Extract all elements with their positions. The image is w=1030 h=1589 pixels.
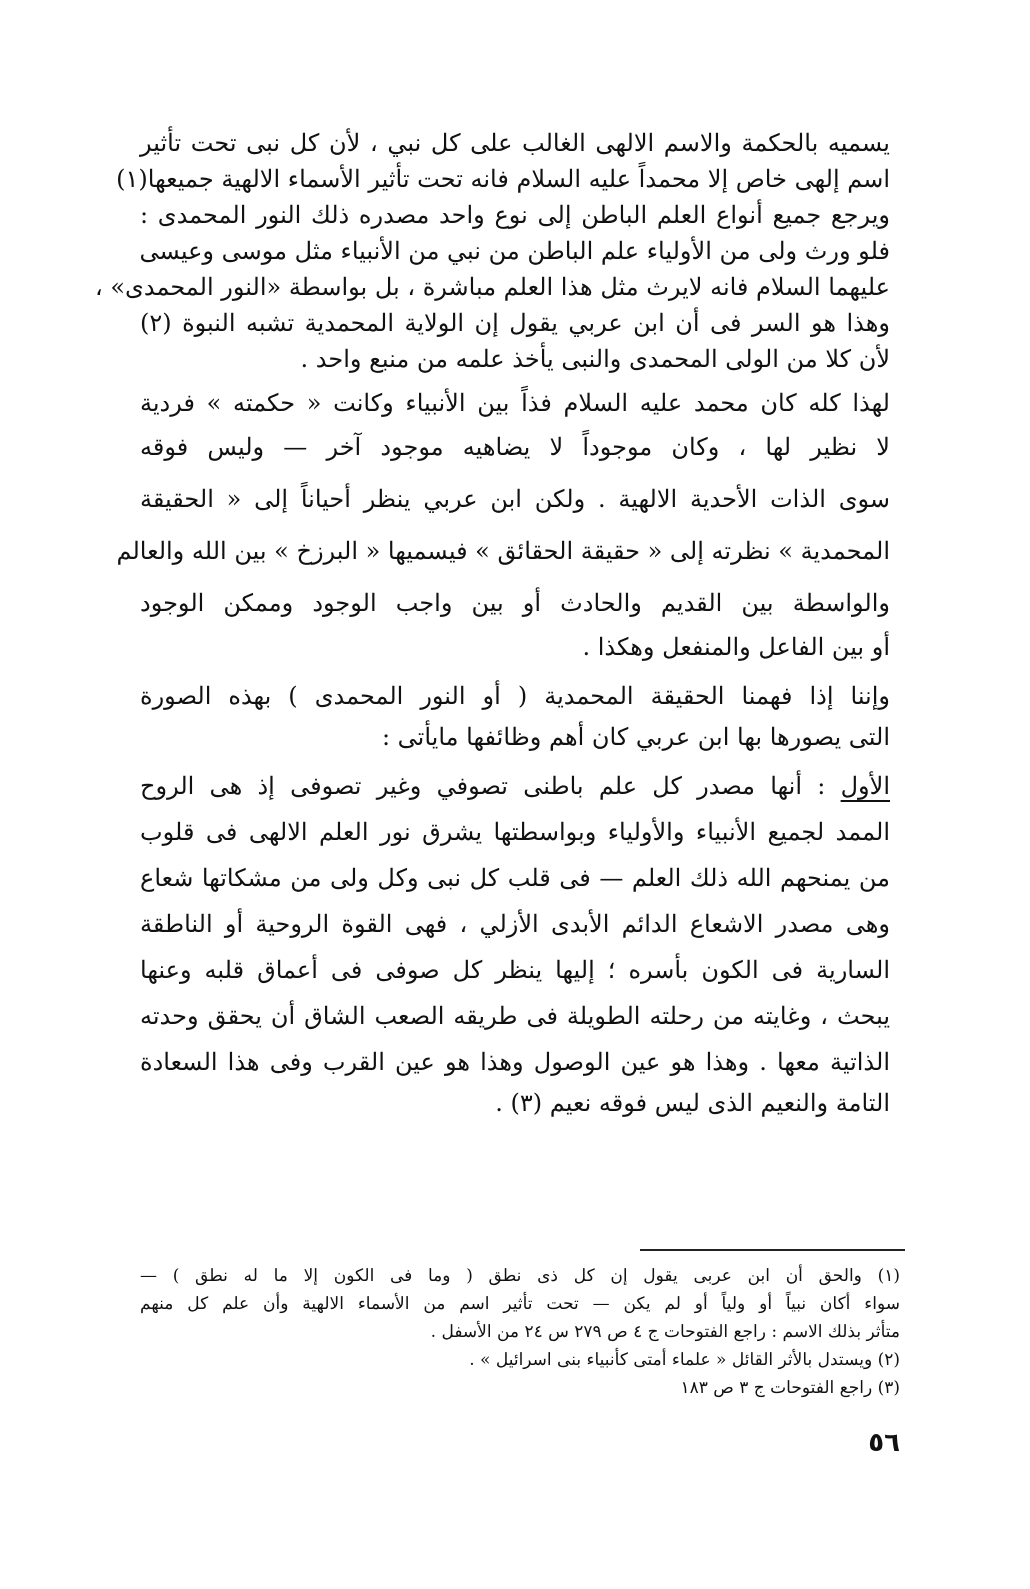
footnote-divider xyxy=(640,1249,905,1251)
text-line: التامة والنعيم الذى ليس فوقه نعيم (٣) . xyxy=(495,1089,890,1117)
page-number: ٥٦ xyxy=(868,1428,900,1458)
footnote-line: (٢) ويستدل بالأثر القائل « علماء أمتى كأنبياء بنى اسرائيل » . xyxy=(469,1350,900,1370)
text-line: وإننا إذا فهمنا الحقيقة المحمدية ( أو النور المحمدى ) بهذه الصورة xyxy=(140,682,890,710)
text-line: التى يصورها بها ابن عربي كان أهم وظائفها مايأتى : xyxy=(381,723,890,751)
text-line: فلو ورث ولى من الأولياء علم الباطن من نبي من الأنبياء مثل موسى وعيسى xyxy=(139,237,890,265)
text-line: المحمدية » نظرته إلى « حقيقة الحقائق » فيسميها « البرزخ » بين الله والعالم xyxy=(116,537,890,565)
text-line: سوى الذات الأحدية الالهية . ولكن ابن عربي ينظر أحياناً إلى « الحقيقة xyxy=(140,485,890,513)
text-line: لهذا كله كان محمد عليه السلام فذاً بين الأنبياء وكانت « حكمته » فردية xyxy=(140,389,890,417)
text-line: وهذا هو السر فى أن ابن عربي يقول إن الولاية المحمدية تشبه النبوة (٢) xyxy=(140,309,890,337)
text-line: أو بين الفاعل والمنفعل وهكذا . xyxy=(582,633,890,661)
text-line: والواسطة بين القديم والحادث أو بين واجب الوجود وممكن الوجود xyxy=(140,589,890,617)
footnotes xyxy=(140,1262,900,1402)
text-line: اسم إلهى خاص إلا محمداً عليه السلام فانه تحت تأثير الأسماء الالهية جميعها(١) xyxy=(116,165,890,193)
footnote-line: متأثر بذلك الاسم : راجع الفتوحات ج ٤ ص ٢٧٩ س ٢٤ من الأسفل . xyxy=(430,1322,900,1342)
text-line: الأول : أنها مصدر كل علم باطنى تصوفي وغير تصوفى إذ هى الروح xyxy=(140,772,890,800)
text-line: من يمنحهم الله ذلك العلم — فى قلب كل نبى وكل ولى من مشكاتها شعاع xyxy=(140,864,890,892)
footnote-line: سواء أكان نبياً أو ولياً أو لم يكن — تحت تأثير اسم من الأسماء الالهية وأن علم كل منهم xyxy=(140,1294,900,1314)
text-line: الممد لجميع الأنبياء والأولياء وبواسطتها يشرق نور العلم الالهى فى قلوب xyxy=(140,818,890,846)
text-line: لا نظير لها ، وكان موجوداً لا يضاهيه موجود آخر — وليس فوقه xyxy=(140,433,890,461)
text-line: لأن كلا من الولى المحمدى والنبى يأخذ علمه من منبع واحد . xyxy=(300,345,890,373)
text-line: عليهما السلام فانه لايرث مثل هذا العلم مباشرة ، بل بواسطة «النور المحمدى» ، xyxy=(95,273,890,301)
footnote-line: (١) والحق أن ابن عربى يقول إن كل ذى نطق ( وما فى الكون إلا ما له نطق ) — xyxy=(140,1266,900,1286)
text-line: السارية فى الكون بأسره ؛ إليها ينظر كل صوفى فى أعماق قلبه وعنها xyxy=(140,956,890,984)
text-line: يبحث ، وغايته من رحلته الطويلة فى طريقه الصعب الشاق أن يحقق وحدته xyxy=(140,1002,890,1030)
body-text xyxy=(95,125,890,1121)
first-word: الأول xyxy=(840,772,890,800)
text-line: ويرجع جميع أنواع العلم الباطن إلى نوع واحد مصدره ذلك النور المحمدى : xyxy=(140,201,890,229)
text-line: وهى مصدر الاشعاع الدائم الأبدى الأزلي ، فهى القوة الروحية أو الناطقة xyxy=(140,910,890,938)
footnote-line: (٣) راجع الفتوحات ج ٣ ص ١٨٣ xyxy=(680,1378,900,1398)
text-line: الذاتية معها . وهذا هو عين الوصول وهذا هو عين القرب وفى هذا السعادة xyxy=(140,1048,890,1076)
text-line: يسميه بالحكمة والاسم الالهى الغالب على كل نبي ، لأن كل نبى تحت تأثير xyxy=(140,129,890,157)
